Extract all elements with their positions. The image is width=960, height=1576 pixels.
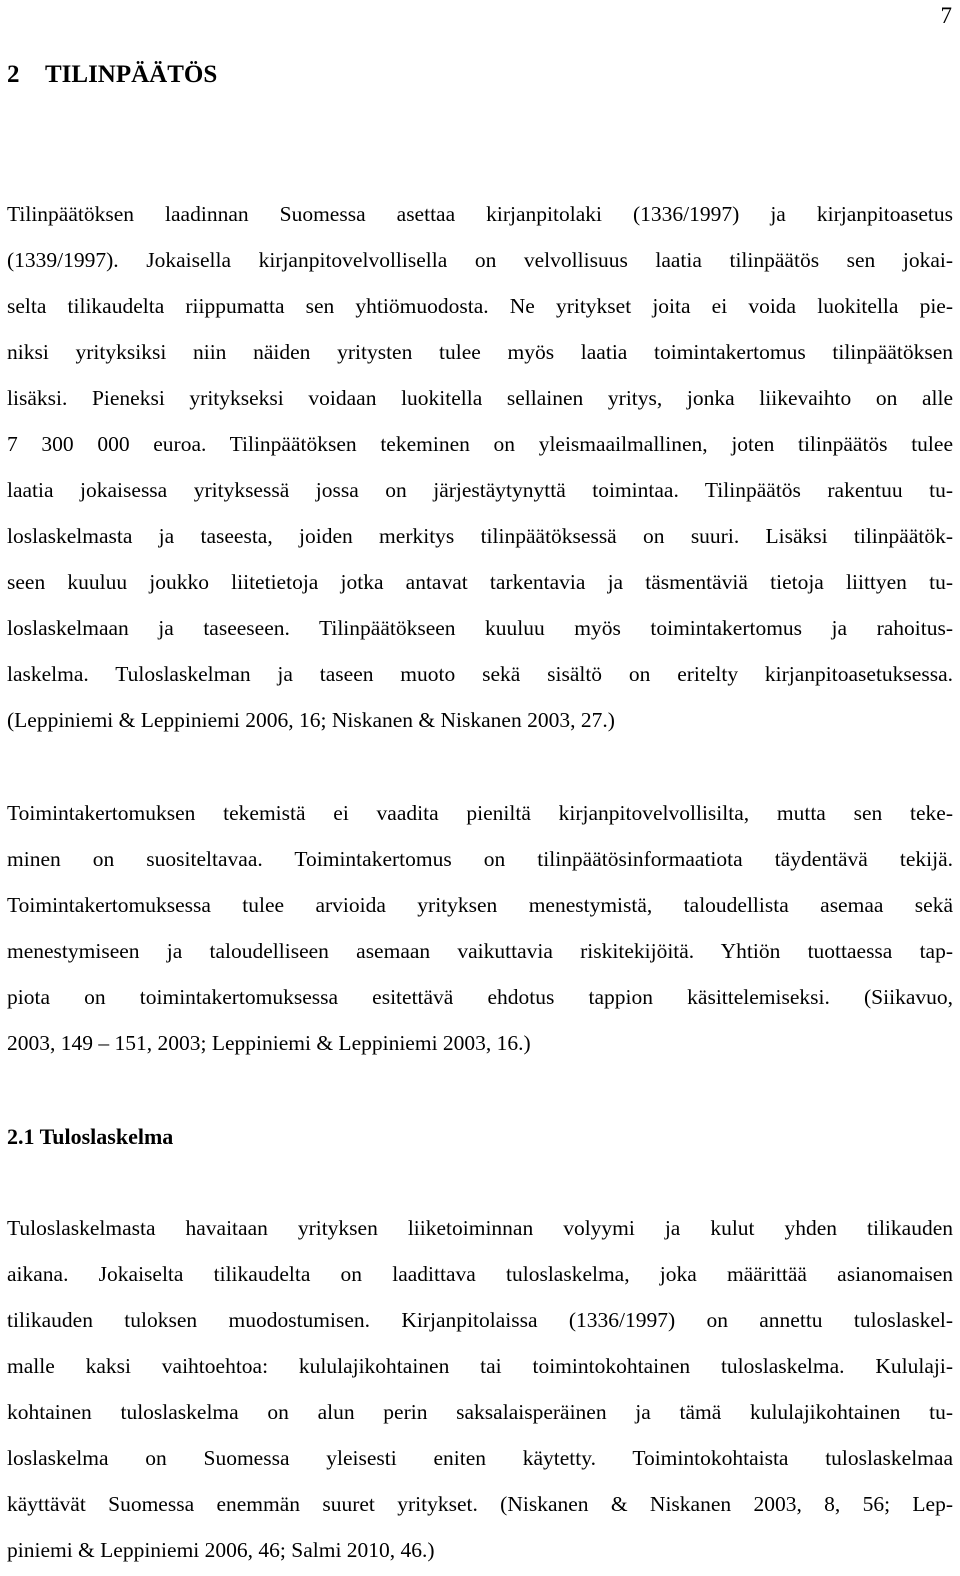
text-line: selta tilikaudelta riippumatta sen yhtiömuodosta. Ne yritykset joita ei voida luokitella pie- xyxy=(7,294,953,318)
text-line: (Leppiniemi & Leppiniemi 2006, 16; Niskanen & Niskanen 2003, 27.) xyxy=(7,708,615,732)
chapter-number: 2 xyxy=(7,61,20,88)
text-line: loslaskelma on Suomessa yleisesti eniten käytetty. Toimintokohtaista tuloslaskelmaa xyxy=(7,1446,953,1470)
text-line: piniemi & Leppiniemi 2006, 46; Salmi 2010, 46.) xyxy=(7,1538,435,1562)
text-line: tilikauden tuloksen muodostumisen. Kirjanpitolaissa (1336/1997) on annettu tuloslaskel- xyxy=(7,1308,953,1332)
text-line: aikana. Jokaiselta tilikaudelta on laadittava tuloslaskelma, joka määrittää asianomaisen xyxy=(7,1262,953,1286)
text-line: laatia jokaisessa yrityksessä jossa on järjestäytynyttä toimintaa. Tilinpäätös rakentuu tu- xyxy=(7,478,953,502)
text-line: Toimintakertomuksessa tulee arvioida yrityksen menestymistä, taloudellista asemaa sekä xyxy=(7,893,953,917)
page-number: 7 xyxy=(940,3,952,28)
text-line: minen on suositeltavaa. Toimintakertomus on tilinpäätösinformaatiota täydentävä tekijä. xyxy=(7,847,953,871)
text-line: laskelma. Tuloslaskelman ja taseen muoto sekä sisältö on eritelty kirjanpitoasetuksessa. xyxy=(7,662,953,686)
text-line: malle kaksi vaihtoehtoa: kululajikohtainen tai toimintokohtainen tuloslaskelma. Kululaji- xyxy=(7,1354,953,1378)
text-line: 7 300 000 euroa. Tilinpäätöksen tekeminen on yleismaailmallinen, joten tilinpäätös tulee xyxy=(7,432,953,456)
text-line: 2003, 149 – 151, 2003; Leppiniemi & Leppiniemi 2003, 16.) xyxy=(7,1031,531,1055)
chapter-heading xyxy=(7,60,217,90)
text-line: menestymiseen ja taloudelliseen asemaan vaikuttavia riskitekijöitä. Yhtiön tuottaessa tap- xyxy=(7,939,953,963)
paragraph-tilinpaatos-intro xyxy=(7,191,953,743)
text-line: Tilinpäätöksen laadinnan Suomessa asettaa kirjanpitolaki (1336/1997) ja kirjanpitoasetus xyxy=(7,202,953,226)
text-line: lisäksi. Pieneksi yritykseksi voidaan luokitella sellainen yritys, jonka liikevaihto on alle xyxy=(7,386,953,410)
paragraph-toimintakertomus xyxy=(7,790,953,1066)
text-line: Tuloslaskelmasta havaitaan yrityksen liiketoiminnan volyymi ja kulut yhden tilikauden xyxy=(7,1216,953,1240)
text-line: loslaskelmasta ja taseesta, joiden merkitys tilinpäätöksessä on suuri. Lisäksi tilinpäätök- xyxy=(7,524,953,548)
section-heading: 2.1 Tuloslaskelma xyxy=(7,1124,174,1149)
text-line: kohtainen tuloslaskelma on alun perin saksalaisperäinen ja tämä kululajikohtainen tu- xyxy=(7,1400,953,1424)
chapter-title: TILINPÄÄTÖS xyxy=(45,61,218,88)
paragraph-tuloslaskelma xyxy=(7,1205,953,1573)
text-line: piota on toimintakertomuksessa esitettävä ehdotus tappion käsittelemiseksi. (Siikavuo, xyxy=(7,985,953,1009)
text-line: loslaskelmaan ja taseeseen. Tilinpäätökseen kuuluu myös toimintakertomus ja rahoitus- xyxy=(7,616,953,640)
text-line: Toimintakertomuksen tekemistä ei vaadita pieniltä kirjanpitovelvollisilta, mutta sen teke- xyxy=(7,801,953,825)
text-line: (1339/1997). Jokaisella kirjanpitovelvollisella on velvollisuus laatia tilinpäätös sen jokai- xyxy=(7,248,953,272)
text-line: niksi yrityksiksi niin näiden yritysten tulee myös laatia toimintakertomus tilinpäätöksen xyxy=(7,340,953,364)
text-line: seen kuuluu joukko liitetietoja jotka antavat tarkentavia ja täsmentäviä tietoja liittyen tu- xyxy=(7,570,953,594)
text-line: käyttävät Suomessa enemmän suuret yritykset. (Niskanen & Niskanen 2003, 8, 56; Lep- xyxy=(7,1492,953,1516)
